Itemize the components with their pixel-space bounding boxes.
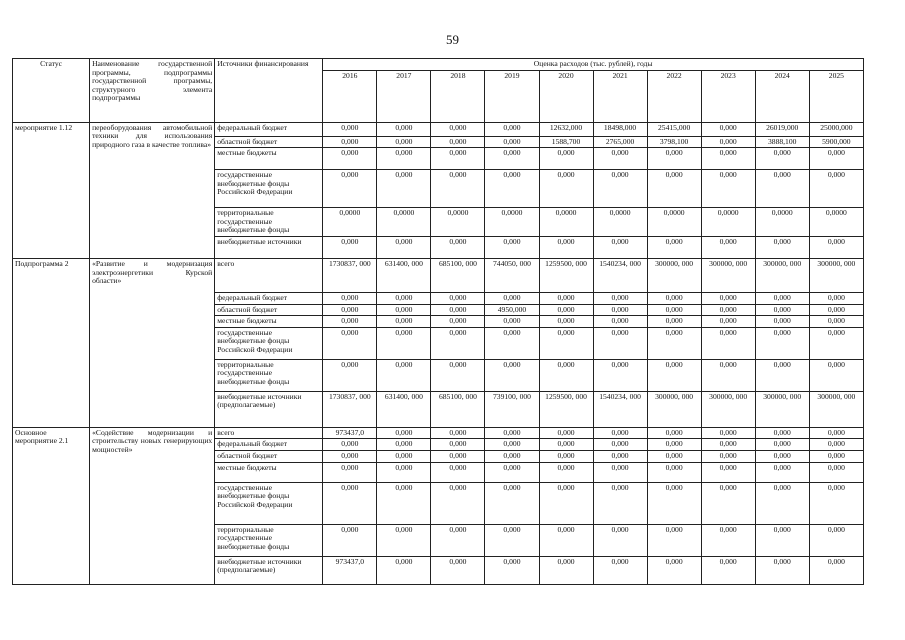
value-cell: 0,000 <box>809 524 863 556</box>
value-cell: 1259500, 000 <box>539 391 593 427</box>
value-cell: 0,000 <box>539 148 593 170</box>
value-cell: 685100, 000 <box>431 258 485 292</box>
source-cell: местные бюджеты <box>215 148 323 170</box>
value-cell: 0,000 <box>539 427 593 439</box>
value-cell: 0,000 <box>485 122 539 136</box>
source-cell: всего <box>215 427 323 439</box>
value-cell: 0,000 <box>377 524 431 556</box>
value-cell: 0,000 <box>323 462 377 482</box>
value-cell: 0,000 <box>539 524 593 556</box>
value-cell: 0,000 <box>647 482 701 524</box>
value-cell: 0,000 <box>485 136 539 148</box>
value-cell: 0,000 <box>701 136 755 148</box>
value-cell: 0,000 <box>701 439 755 451</box>
value-cell: 0,000 <box>593 327 647 359</box>
value-cell: 0,000 <box>377 136 431 148</box>
value-cell: 0,000 <box>593 304 647 316</box>
value-cell: 0,000 <box>701 170 755 208</box>
value-cell: 1540234, 000 <box>593 258 647 292</box>
value-cell: 0,000 <box>485 439 539 451</box>
value-cell: 0,000 <box>755 450 809 462</box>
value-cell: 0,000 <box>485 327 539 359</box>
value-cell: 0,000 <box>377 450 431 462</box>
value-cell: 0,000 <box>323 122 377 136</box>
value-cell: 0,000 <box>809 236 863 258</box>
value-cell: 0,000 <box>377 427 431 439</box>
value-cell: 0,000 <box>431 292 485 304</box>
value-cell: 0,000 <box>647 359 701 391</box>
year-header: 2023 <box>701 70 755 122</box>
name-cell: «Содействие модернизации и строительству новых генерирующих мощностей» <box>90 427 215 584</box>
value-cell: 0,0000 <box>485 208 539 237</box>
value-cell: 0,0000 <box>431 208 485 237</box>
status-cell: Подпрограмма 2 <box>13 258 90 427</box>
value-cell: 0,000 <box>755 462 809 482</box>
value-cell: 300000, 000 <box>701 258 755 292</box>
value-cell: 0,000 <box>323 439 377 451</box>
value-cell: 744050, 000 <box>485 258 539 292</box>
value-cell: 0,000 <box>755 316 809 328</box>
value-cell: 0,000 <box>755 556 809 584</box>
value-cell: 0,000 <box>323 524 377 556</box>
value-cell: 0,000 <box>755 359 809 391</box>
source-cell: всего <box>215 258 323 292</box>
value-cell: 0,000 <box>485 170 539 208</box>
value-cell: 0,000 <box>647 327 701 359</box>
value-cell: 0,000 <box>593 439 647 451</box>
year-header: 2017 <box>377 70 431 122</box>
table-row <box>13 122 864 136</box>
value-cell: 0,000 <box>593 482 647 524</box>
value-cell: 0,000 <box>323 170 377 208</box>
value-cell: 5900,000 <box>809 136 863 148</box>
value-cell: 0,000 <box>809 304 863 316</box>
value-cell: 0,000 <box>647 439 701 451</box>
value-cell: 0,000 <box>431 316 485 328</box>
header-name: Наименование государственной программы, подпрограммы государственной программы, структурного элемента подпрограммы <box>90 59 215 123</box>
value-cell: 0,000 <box>539 556 593 584</box>
source-cell: внебюджетные источники (предполагаемые) <box>215 556 323 584</box>
value-cell: 2765,000 <box>593 136 647 148</box>
value-cell: 0,000 <box>539 170 593 208</box>
value-cell: 0,000 <box>701 450 755 462</box>
value-cell: 0,000 <box>323 292 377 304</box>
value-cell: 0,000 <box>323 304 377 316</box>
year-header: 2025 <box>809 70 863 122</box>
value-cell: 0,000 <box>647 427 701 439</box>
value-cell: 0,0000 <box>323 208 377 237</box>
value-cell: 0,000 <box>539 462 593 482</box>
value-cell: 0,0000 <box>593 208 647 237</box>
value-cell: 0,000 <box>647 148 701 170</box>
table-row <box>13 258 864 292</box>
value-cell: 1259500, 000 <box>539 258 593 292</box>
value-cell: 0,0000 <box>539 208 593 237</box>
value-cell: 0,000 <box>377 556 431 584</box>
value-cell: 0,000 <box>701 482 755 524</box>
value-cell: 0,000 <box>809 170 863 208</box>
value-cell: 739100, 000 <box>485 391 539 427</box>
status-cell: мероприятие 1.12 <box>13 122 90 258</box>
value-cell: 0,000 <box>431 304 485 316</box>
year-header: 2019 <box>485 70 539 122</box>
value-cell: 0,000 <box>377 148 431 170</box>
year-header: 2024 <box>755 70 809 122</box>
value-cell: 0,000 <box>431 462 485 482</box>
value-cell: 0,000 <box>701 304 755 316</box>
value-cell: 0,000 <box>377 170 431 208</box>
value-cell: 300000, 000 <box>809 391 863 427</box>
value-cell: 0,000 <box>431 136 485 148</box>
value-cell: 0,000 <box>377 236 431 258</box>
year-header: 2016 <box>323 70 377 122</box>
value-cell: 0,000 <box>593 359 647 391</box>
value-cell: 0,000 <box>539 450 593 462</box>
year-header: 2021 <box>593 70 647 122</box>
status-cell: Основное мероприятие 2.1 <box>13 427 90 584</box>
value-cell: 0,000 <box>485 359 539 391</box>
value-cell: 0,000 <box>647 292 701 304</box>
year-header: 2020 <box>539 70 593 122</box>
value-cell: 0,000 <box>485 236 539 258</box>
value-cell: 1540234, 000 <box>593 391 647 427</box>
value-cell: 0,000 <box>593 450 647 462</box>
value-cell: 0,000 <box>809 148 863 170</box>
source-cell: федеральный бюджет <box>215 439 323 451</box>
value-cell: 1588,700 <box>539 136 593 148</box>
value-cell: 0,0000 <box>647 208 701 237</box>
value-cell: 0,000 <box>431 482 485 524</box>
value-cell: 0,000 <box>593 148 647 170</box>
value-cell: 973437,0 <box>323 556 377 584</box>
value-cell: 0,000 <box>323 136 377 148</box>
year-header: 2022 <box>647 70 701 122</box>
value-cell: 0,000 <box>809 450 863 462</box>
value-cell: 0,000 <box>809 359 863 391</box>
value-cell: 0,000 <box>647 316 701 328</box>
value-cell: 0,000 <box>755 482 809 524</box>
value-cell: 300000, 000 <box>701 391 755 427</box>
source-cell: федеральный бюджет <box>215 292 323 304</box>
value-cell: 0,000 <box>809 292 863 304</box>
value-cell: 0,000 <box>593 427 647 439</box>
value-cell: 0,000 <box>593 170 647 208</box>
value-cell: 0,000 <box>431 327 485 359</box>
value-cell: 0,000 <box>647 524 701 556</box>
value-cell: 0,000 <box>647 462 701 482</box>
value-cell: 0,000 <box>485 316 539 328</box>
value-cell: 685100, 000 <box>431 391 485 427</box>
source-cell: внебюджетные источники (предполагаемые) <box>215 391 323 427</box>
value-cell: 0,000 <box>431 122 485 136</box>
value-cell: 0,000 <box>431 524 485 556</box>
source-cell: территориальные государственные внебюджетные фонды <box>215 359 323 391</box>
value-cell: 0,000 <box>539 359 593 391</box>
value-cell: 0,000 <box>755 524 809 556</box>
value-cell: 0,000 <box>755 427 809 439</box>
value-cell: 0,000 <box>323 482 377 524</box>
table-row <box>13 427 864 439</box>
value-cell: 0,0000 <box>701 208 755 237</box>
value-cell: 0,000 <box>431 148 485 170</box>
value-cell: 0,000 <box>809 482 863 524</box>
value-cell: 0,000 <box>701 359 755 391</box>
value-cell: 0,000 <box>485 292 539 304</box>
value-cell: 0,000 <box>755 236 809 258</box>
value-cell: 0,000 <box>593 236 647 258</box>
value-cell: 300000, 000 <box>755 391 809 427</box>
value-cell: 973437,0 <box>323 427 377 439</box>
value-cell: 0,000 <box>809 556 863 584</box>
value-cell: 0,000 <box>593 556 647 584</box>
value-cell: 0,000 <box>647 556 701 584</box>
header-status: Статус <box>13 59 90 123</box>
name-cell: «Развитие и модернизация электроэнергетики Курской области» <box>90 258 215 427</box>
value-cell: 0,000 <box>485 524 539 556</box>
source-cell: федеральный бюджет <box>215 122 323 136</box>
value-cell: 0,0000 <box>755 208 809 237</box>
value-cell: 0,000 <box>701 524 755 556</box>
value-cell: 0,000 <box>377 482 431 524</box>
value-cell: 0,000 <box>593 524 647 556</box>
value-cell: 0,000 <box>323 359 377 391</box>
value-cell: 0,000 <box>539 439 593 451</box>
value-cell: 0,000 <box>539 316 593 328</box>
value-cell: 12632,000 <box>539 122 593 136</box>
value-cell: 25000,000 <box>809 122 863 136</box>
value-cell: 0,000 <box>431 450 485 462</box>
source-cell: внебюджетные источники <box>215 236 323 258</box>
value-cell: 0,0000 <box>809 208 863 237</box>
value-cell: 0,000 <box>485 450 539 462</box>
value-cell: 0,000 <box>755 170 809 208</box>
budget-table <box>12 58 864 585</box>
value-cell: 0,000 <box>809 439 863 451</box>
value-cell: 0,000 <box>377 304 431 316</box>
value-cell: 0,000 <box>485 482 539 524</box>
value-cell: 1730837, 000 <box>323 258 377 292</box>
table-body <box>13 122 864 584</box>
value-cell: 0,000 <box>755 148 809 170</box>
source-cell: областной бюджет <box>215 136 323 148</box>
source-cell: государственные внебюджетные фонды Российской Федерации <box>215 170 323 208</box>
value-cell: 300000, 000 <box>647 258 701 292</box>
value-cell: 25415,000 <box>647 122 701 136</box>
value-cell: 0,000 <box>539 482 593 524</box>
value-cell: 0,000 <box>539 304 593 316</box>
value-cell: 0,000 <box>755 304 809 316</box>
value-cell: 0,000 <box>593 316 647 328</box>
value-cell: 4950,000 <box>485 304 539 316</box>
value-cell: 3888,100 <box>755 136 809 148</box>
value-cell: 0,000 <box>377 327 431 359</box>
value-cell: 0,000 <box>539 292 593 304</box>
value-cell: 0,000 <box>755 439 809 451</box>
year-header: 2018 <box>431 70 485 122</box>
value-cell: 0,000 <box>809 427 863 439</box>
value-cell: 1730837, 000 <box>323 391 377 427</box>
value-cell: 0,000 <box>809 316 863 328</box>
value-cell: 0,000 <box>431 359 485 391</box>
value-cell: 0,000 <box>485 556 539 584</box>
value-cell: 0,000 <box>701 148 755 170</box>
value-cell: 0,000 <box>539 327 593 359</box>
source-cell: территориальные государственные внебюджетные фонды <box>215 208 323 237</box>
source-cell: местные бюджеты <box>215 462 323 482</box>
source-cell: государственные внебюджетные фонды Российской Федерации <box>215 327 323 359</box>
value-cell: 3798,100 <box>647 136 701 148</box>
value-cell: 0,000 <box>377 462 431 482</box>
value-cell: 0,000 <box>485 148 539 170</box>
source-cell: местные бюджеты <box>215 316 323 328</box>
value-cell: 0,000 <box>431 170 485 208</box>
value-cell: 0,000 <box>431 427 485 439</box>
source-cell: областной бюджет <box>215 304 323 316</box>
value-cell: 0,000 <box>647 170 701 208</box>
value-cell: 0,000 <box>539 236 593 258</box>
value-cell: 0,000 <box>701 316 755 328</box>
value-cell: 0,000 <box>647 304 701 316</box>
value-cell: 0,000 <box>647 236 701 258</box>
value-cell: 0,0000 <box>377 208 431 237</box>
header-sources: Источники финансирования <box>215 59 323 123</box>
value-cell: 0,000 <box>323 316 377 328</box>
value-cell: 0,000 <box>377 359 431 391</box>
value-cell: 0,000 <box>377 292 431 304</box>
value-cell: 0,000 <box>377 439 431 451</box>
value-cell: 0,000 <box>701 236 755 258</box>
value-cell: 631400, 000 <box>377 258 431 292</box>
value-cell: 300000, 000 <box>755 258 809 292</box>
value-cell: 0,000 <box>485 427 539 439</box>
value-cell: 0,000 <box>701 327 755 359</box>
value-cell: 0,000 <box>323 327 377 359</box>
value-cell: 300000, 000 <box>647 391 701 427</box>
value-cell: 0,000 <box>323 450 377 462</box>
value-cell: 18498,000 <box>593 122 647 136</box>
value-cell: 300000, 000 <box>809 258 863 292</box>
value-cell: 0,000 <box>431 439 485 451</box>
name-cell: переоборудования автомобильной техники для использования природного газа в качестве топлива» <box>90 122 215 258</box>
value-cell: 0,000 <box>377 316 431 328</box>
value-cell: 0,000 <box>701 122 755 136</box>
page-number: 59 <box>446 32 459 47</box>
header-estimate: Оценка расходов (тыс. рублей), годы <box>323 59 864 71</box>
value-cell: 0,000 <box>701 292 755 304</box>
source-cell: областной бюджет <box>215 450 323 462</box>
value-cell: 0,000 <box>485 462 539 482</box>
value-cell: 26019,000 <box>755 122 809 136</box>
value-cell: 0,000 <box>755 327 809 359</box>
value-cell: 0,000 <box>431 556 485 584</box>
value-cell: 631400, 000 <box>377 391 431 427</box>
value-cell: 0,000 <box>701 556 755 584</box>
value-cell: 0,000 <box>593 292 647 304</box>
value-cell: 0,000 <box>593 462 647 482</box>
source-cell: государственные внебюджетные фонды Российской Федерации <box>215 482 323 524</box>
value-cell: 0,000 <box>323 236 377 258</box>
value-cell: 0,000 <box>377 122 431 136</box>
source-cell: территориальные государственные внебюджетные фонды <box>215 524 323 556</box>
value-cell: 0,000 <box>701 427 755 439</box>
value-cell: 0,000 <box>755 292 809 304</box>
value-cell: 0,000 <box>647 450 701 462</box>
value-cell: 0,000 <box>809 462 863 482</box>
value-cell: 0,000 <box>323 148 377 170</box>
value-cell: 0,000 <box>701 462 755 482</box>
value-cell: 0,000 <box>431 236 485 258</box>
value-cell: 0,000 <box>809 327 863 359</box>
